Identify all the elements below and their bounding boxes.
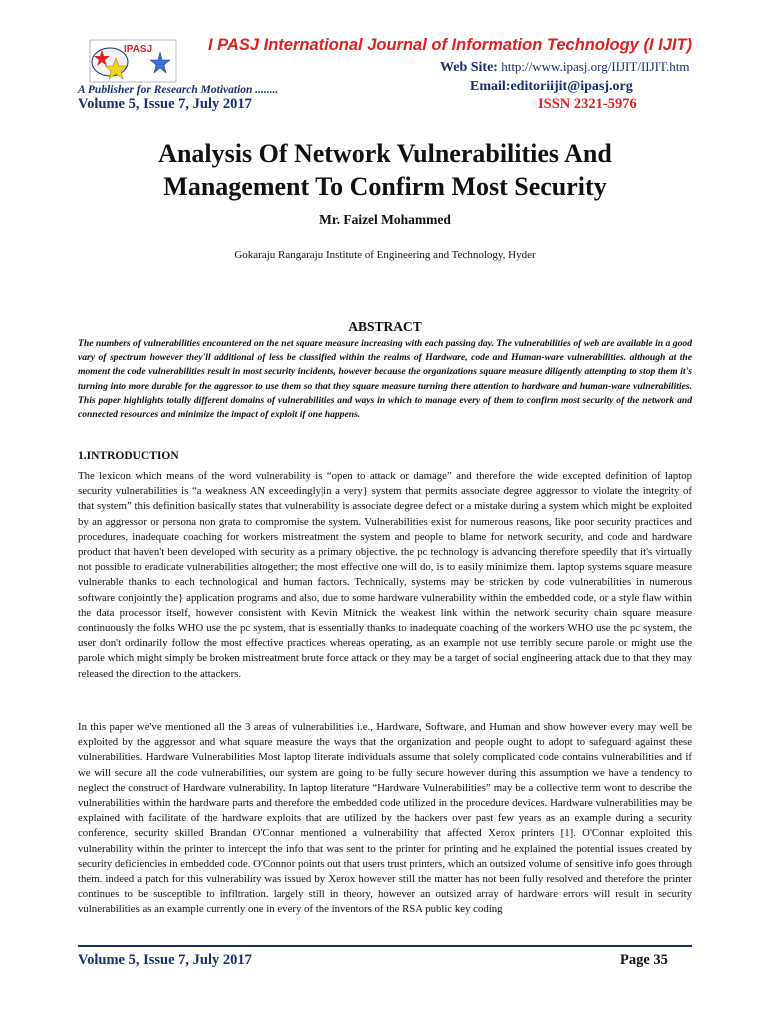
footer-volume: Volume 5, Issue 7, July 2017: [78, 952, 252, 968]
author-name: Mr. Faizel Mohammed: [319, 212, 451, 227]
svg-text:IPASJ: IPASJ: [124, 44, 153, 55]
page-number: Page 35: [620, 952, 668, 968]
website-label: Web Site:: [440, 60, 498, 75]
body-paragraph-2: In this paper we've mentioned all the 3 areas of vulnerabilities i.e., Hardware, Software, and Human and show however every may well be exploited by the aggressor and what square measure the ways that the organization and people ought to adopt to safeguard against these vulnerabilities. Hardware Vulnerabilities Most laptop literate individuals assume that solely complicated code contains vulnerabilities and if we will secure all the code vulnerabilities, our system are going to be fully secure however during this assumption we have a tendency to neglect the construct of Hardware vulnerability. In laptop literature “Hardware Vulnerabilities” may be a collective term wont to describe the vulnerabilities within the hardware parts and therefore the embedded code utilized in the procedure devices. Hardware vulnerabilities may be explained with facilitate of the hardware exploits that are utilized by the hackers over past few years as an example during a security conference, security skilled Brandan O'Connar mentioned a vulnerability that affected Xerox printers [1]. O'Connar exploited this vulnerability within the printer to intercept the info that was sent to the printer for printing and he explained the potential issues created by security deficiencies in embedded code. O'Connor points out that users trust printers, which an outsized volume of sensitive info goes through them. indeed a patch for this vulnerability was issued by Xerox however still the matter has not been fully resolved and therefore the printer continues to be susceptible to infiltration. largely still in theory, however an outsized array of hardware errors will result in security vulnerabilities as an example currently one in every of the inventors of the RSA public key coding: [78, 721, 692, 916]
abstract-heading: ABSTRACT: [348, 319, 422, 334]
footer-divider: [78, 945, 692, 947]
journal-title: I PASJ International Journal of Information Technology (I IJIT): [208, 36, 693, 54]
paper-title: [80, 137, 690, 203]
volume-issue: Volume 5, Issue 7, July 2017: [78, 96, 252, 112]
website-line: [440, 59, 740, 76]
journal-email[interactable]: Email:editoriijit@ipasj.org: [470, 79, 633, 94]
section-heading-introduction: 1.INTRODUCTION: [78, 450, 179, 462]
publisher-tagline: A Publisher for Research Motivation ........: [78, 84, 279, 96]
title-line-2: Management To Confirm Most Security: [163, 172, 607, 201]
website-url[interactable]: http://www.ipasj.org/IIJIT/IIJIT.htm: [501, 59, 690, 74]
issn: ISSN 2321-5976: [538, 96, 637, 112]
ipasj-logo: [88, 38, 178, 84]
title-line-1: Analysis Of Network Vulnerabilities And: [158, 139, 612, 168]
body-paragraph-1: The lexicon which means of the word vulnerability is “open to attack or damage” and therefore the wide excepted definition of laptop security vulnerabilities is “a weakness AN exceedingly|in a very} system that permits associate degree aggressor to violate the integrity of that system” this definition basically states that vulnerability is associate degree defect or a mistake during a system which might be exploited by an aggressor or persona non grata to compromise the system. Vulnerabilities exist for numerous reasons, like poor security practices and procedures, inadequate coaching for workers mistreatment the system and people to blame for network security, and code and hardware product that haven't been developed with security as a primary objective. the pc technology is advancing therefore speedily that it's virtually not possible to eradicate vulnerabilities altogether; the most effective one will do, is to easily minimize them. laptop systems square measure vulnerable thanks to each technological and human factors. Technically, systems may be stricken by code vulnerabilities in numerous software conjointly the} application programs and also, due to some hardware vulnerability within the embedded code, or a style flaw within the data processor itself, however consistent with Kevin Mitnick the weakest link within the network security chain square measure continuously the folks WHO use the pc system, that is essentially thanks to inadequate coaching of the workers WHO use the pc system, the user don't ordinarily follow the most effective practices whereas operating, as an example not use terribly secure parole or might use the parole which might simply be broken mistreatment brute force attack or they may be a target of social engineering attack due to that they may released the direction to the attackers.: [78, 470, 692, 680]
abstract-text: The numbers of vulnerabilities encountered on the net square measure increasing with each passing day. The vulnerabilities of web are available in a good vary of spectrum however they'll additional of less be classified within the realms of Hardware, code and Human-ware vulnerabilities. although at the moment the code vulnerabilities result in most security incidents, however because the organizations square measure diligently attempting to stop them it's turning into more durable for the aggressor to use them so that they square measure turning there attention to hardware and human-ware vulnerabilities. This paper highlights totally different domains of vulnerabilities and ways in which to manage every of them to confirm most security of the network and connected resources and minimize the impact of exploit if one happens.: [78, 338, 692, 421]
author-affiliation: Gokaraju Rangaraju Institute of Engineering and Technology, Hyder: [234, 249, 536, 261]
